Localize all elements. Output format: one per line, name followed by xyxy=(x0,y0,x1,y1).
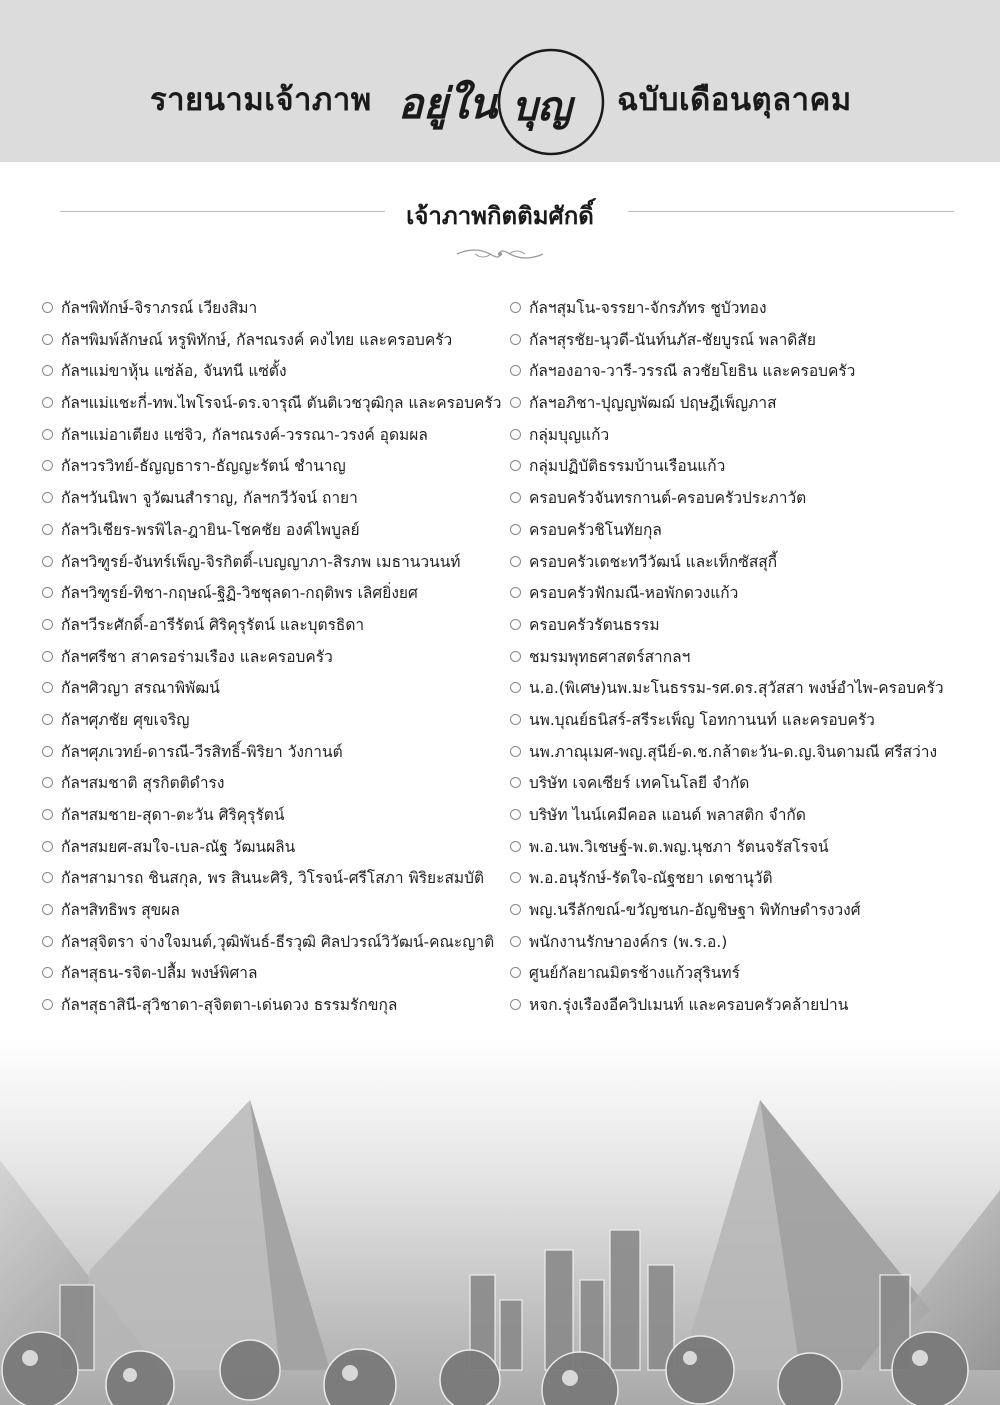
sponsor-list-item xyxy=(42,326,512,358)
sponsor-list-item xyxy=(42,357,512,389)
circle-bullet-icon xyxy=(510,967,521,978)
sponsor-list-item xyxy=(510,769,990,801)
sponsor-list-item xyxy=(42,769,512,801)
sponsor-list-item xyxy=(42,706,512,738)
sponsor-name: กัลฯวิฑูรย์-ทิชา-กฤษณ์-ฐิฏิ-วิชชุลดา-กฤติพร เลิศยิ่งยศ xyxy=(61,584,418,603)
circle-bullet-icon xyxy=(42,841,53,852)
sponsor-name: กัลฯองอาจ-วารี-วรรณี ลวชัยโยธิน และครอบครัว xyxy=(529,362,856,381)
sponsor-name: กัลฯแม่แชะกี่-ทพ.ไพโรจน์-ดร.จารุณี ตันติเวชวุฒิกุล และครอบครัว xyxy=(61,394,502,413)
flourish-ornament-icon xyxy=(455,244,545,264)
circle-bullet-icon xyxy=(510,524,521,535)
sponsor-name: บริษัท เจคเซียร์ เทคโนโลยี จำกัด xyxy=(529,774,750,793)
sponsor-list-item xyxy=(510,294,990,326)
sponsor-name: ศูนย์กัลยาณมิตรช้างแก้วสุรินทร์ xyxy=(529,964,740,983)
sponsor-name: พนักงานรักษาองค์กร (พ.ร.อ.) xyxy=(529,932,728,951)
circle-bullet-icon xyxy=(510,492,521,503)
circle-bullet-icon xyxy=(510,556,521,567)
circle-bullet-icon xyxy=(42,429,53,440)
sponsor-name: กัลฯแม่ขาหุ้น แซ่ล้อ, จันทนี แซ่ตั้ง xyxy=(61,362,287,381)
sponsor-name: นพ.บุณย์ธนิสร์-สรีระเพ็ญ โอทกานนท์ และครอบครัว xyxy=(529,710,875,729)
circle-bullet-icon xyxy=(42,746,53,757)
sponsor-list-item xyxy=(510,833,990,865)
sponsor-name: กัลฯพิมพ์ลักษณ์ หรูพิทักษ์, กัลฯณรงค์ คงไทย และครอบครัว xyxy=(61,330,453,349)
sponsor-name: ครอบครัวจันทรกานต์-ครอบครัวประภาวัต xyxy=(529,489,807,508)
sponsor-list-item xyxy=(42,833,512,865)
sponsor-list-item xyxy=(510,516,990,548)
circle-bullet-icon xyxy=(510,999,521,1010)
circle-bullet-icon xyxy=(510,429,521,440)
sponsor-name: น.อ.(พิเศษ)นพ.มะโนธรรม-รศ.ดร.สุวัสสา พงษ์อำไพ-ครอบครัว xyxy=(529,679,944,698)
circle-bullet-icon xyxy=(42,809,53,820)
sponsor-name: กัลฯวรวิทย์-ธัญญธารา-ธัญญะรัตน์ ชำนาญ xyxy=(61,457,346,476)
circle-bullet-icon xyxy=(42,492,53,503)
circle-bullet-icon xyxy=(42,302,53,313)
circle-bullet-icon xyxy=(42,999,53,1010)
circle-bullet-icon xyxy=(42,936,53,947)
circle-bullet-icon xyxy=(42,397,53,408)
sponsor-list-item xyxy=(510,674,990,706)
sponsor-name: กัลฯพิทักษ์-จิราภรณ์ เวียงสิมา xyxy=(61,299,258,317)
sponsor-list-item xyxy=(42,294,512,326)
sponsor-list-item xyxy=(510,579,990,611)
sponsor-list-item xyxy=(510,738,990,770)
sponsor-name: หจก.รุ่งเรืองอีควิปเมนท์ และครอบครัวคล้ายปาน xyxy=(529,996,849,1015)
sponsor-name: กัลฯสุธาสินี-สุวิชาดา-สุจิตตา-เด่นดวง ธรรมรักขกุล xyxy=(61,996,398,1015)
sponsor-name: กัลฯวีระศักดิ์-อารีรัตน์ ศิริคุรุรัตน์ และบุตรธิดา xyxy=(61,615,365,634)
sponsor-list-item xyxy=(42,548,512,580)
sponsor-list-item xyxy=(510,452,990,484)
circle-bullet-icon xyxy=(510,302,521,313)
sponsor-list-item xyxy=(510,928,990,960)
svg-text:บุญ: บุญ xyxy=(512,83,572,130)
circle-bullet-icon xyxy=(510,397,521,408)
circle-bullet-icon xyxy=(42,967,53,978)
sponsor-name: พ.อ.นพ.วิเชษฐ์-พ.ต.พญ.นุชภา รัตนจรัสโรจน์ xyxy=(529,837,829,856)
sponsor-list-item xyxy=(42,484,512,516)
sponsor-list-item xyxy=(510,484,990,516)
sponsor-name: กัลฯสุธน-รจิต-ปลื้ม พงษ์พิศาล xyxy=(61,964,258,983)
circle-bullet-icon xyxy=(510,651,521,662)
header-title-right: ฉบับเดือนตุลาคม xyxy=(617,82,852,118)
sponsor-name: กลุ่มปฏิบัติธรรมบ้านเรือนแก้ว xyxy=(529,457,726,476)
sponsor-list-item xyxy=(42,864,512,896)
circle-bullet-icon xyxy=(42,777,53,788)
circle-bullet-icon xyxy=(42,682,53,693)
sponsor-list-item xyxy=(42,611,512,643)
svg-text:อยู่ใน: อยู่ใน xyxy=(398,79,498,128)
sponsor-list-item xyxy=(42,389,512,421)
sponsor-name: กัลฯสามารถ ชินสกุล, พร สินนะศิริ, วิโรจน์-ศรีโสภา พิริยะสมบัติ xyxy=(61,869,485,888)
sponsor-name: กัลฯศิวญา สรณาพิพัฒน์ xyxy=(61,679,220,698)
divider-right xyxy=(628,211,954,212)
header-title-left: รายนามเจ้าภาพ xyxy=(150,82,372,118)
circle-bullet-icon xyxy=(510,872,521,883)
circle-bullet-icon xyxy=(42,556,53,567)
circle-bullet-icon xyxy=(42,619,53,630)
sponsor-name: กัลฯสุมโน-จรรยา-จักรภัทร ชูบัวทอง xyxy=(529,299,767,317)
sponsor-list-item xyxy=(510,991,990,1023)
sponsor-list-item xyxy=(510,896,990,928)
sponsor-name: พ.อ.อนุรักษ์-รัดใจ-ณัฐชยา เดชานุวัติ xyxy=(529,869,773,888)
sponsor-name: ครอบครัวเตชะทวีวัฒน์ และเท็กซัสสุกี้ xyxy=(529,552,778,571)
circle-bullet-icon xyxy=(510,682,521,693)
circle-bullet-icon xyxy=(42,587,53,598)
ayunaibun-logo xyxy=(386,44,616,160)
circle-bullet-icon xyxy=(42,872,53,883)
sponsor-list-item xyxy=(42,959,512,991)
sponsor-name: กัลฯสมชาติ สุรกิตติดำรง xyxy=(61,774,225,793)
sponsor-name: กัลฯแม่อาเตียง แซ่จิว, กัลฯณรงค์-วรรณา-วรงค์ อุดมผล xyxy=(61,425,428,444)
sponsor-list-item xyxy=(42,991,512,1023)
sponsor-name: กัลฯวิเชียร-พรพิไล-ฎายิน-โชคชัย องค์ไพบูลย์ xyxy=(61,520,360,539)
sponsor-name: กัลฯวันนิพา จูวัฒนสำราญ, กัลฯกวีวัจน์ ถายา xyxy=(61,489,358,508)
sponsor-list-item xyxy=(510,389,990,421)
circle-bullet-icon xyxy=(42,651,53,662)
sponsor-name: ครอบครัวฟักมณี-หอพักดวงแก้ว xyxy=(529,584,739,603)
circle-bullet-icon xyxy=(510,619,521,630)
circle-bullet-icon xyxy=(510,587,521,598)
sponsor-list-item xyxy=(510,326,990,358)
section-title: เจ้าภาพกิตติมศักดิ์ xyxy=(406,202,594,230)
sponsor-name: กัลฯสมชาย-สุดา-ตะวัน ศิริคุรุรัตน์ xyxy=(61,806,285,824)
circle-bullet-icon xyxy=(510,714,521,725)
circle-bullet-icon xyxy=(42,334,53,345)
sponsor-list-item xyxy=(510,357,990,389)
circle-bullet-icon xyxy=(510,809,521,820)
sponsor-name: กัลฯอภิชา-ปุญญพัฒฌ์ ปฤษฎีเพ็ญภาส xyxy=(529,394,777,413)
sponsor-name: กัลฯสุจิตรา จ่างใจมนต์,วุฒิพันธ์-ธีรวุฒิ ศิลปวรณ์วิวัฒน์-คณะญาติ xyxy=(61,932,495,951)
sponsor-list-item xyxy=(510,801,990,833)
sponsor-list-left xyxy=(42,294,512,1023)
circle-bullet-icon xyxy=(42,904,53,915)
sponsor-list-right xyxy=(510,294,990,1023)
sponsor-name: กัลฯสุรชัย-นุวดี-นันท์นภัส-ชัยบูรณ์ พลาดิสัย xyxy=(529,330,816,349)
sponsor-name: พญ.นรีลักขณ์-ขวัญชนก-อัญชิษฐา พิทักษดำรงวงศ์ xyxy=(529,901,861,920)
sponsor-name: ครอบครัวรัตนธรรม xyxy=(529,615,660,634)
sponsor-list-item xyxy=(510,421,990,453)
sponsor-list-item xyxy=(42,643,512,675)
circle-bullet-icon xyxy=(510,460,521,471)
sponsor-name: บริษัท ไนน์เคมีคอล แอนด์ พลาสติก จำกัด xyxy=(529,806,806,824)
sponsor-list-item xyxy=(42,421,512,453)
sponsor-list-item xyxy=(42,452,512,484)
sponsor-name: นพ.ภาณุเมศ-พญ.สุนีย์-ด.ช.กล้าตะวัน-ด.ญ.จินดามณี ศรีสว่าง xyxy=(529,742,938,761)
circle-bullet-icon xyxy=(42,714,53,725)
circle-bullet-icon xyxy=(510,841,521,852)
sponsor-list-item xyxy=(510,548,990,580)
sponsor-list-item xyxy=(42,738,512,770)
circle-bullet-icon xyxy=(510,365,521,376)
sponsor-name: กลุ่มบุญแก้ว xyxy=(529,425,610,444)
sponsor-name: กัลฯวิฑูรย์-จันทร์เพ็ญ-จิรกิตติ์-เบญญาภา-สิรภพ เมธานวนนท์ xyxy=(61,552,461,571)
circle-bullet-icon xyxy=(42,365,53,376)
sponsor-name: กัลฯสิทธิพร สุขผล xyxy=(61,901,180,920)
circle-bullet-icon xyxy=(510,334,521,345)
circle-bullet-icon xyxy=(42,460,53,471)
sponsor-list-item xyxy=(510,611,990,643)
sponsor-list-item xyxy=(510,706,990,738)
sponsor-list-item xyxy=(42,801,512,833)
circle-bullet-icon xyxy=(510,777,521,788)
sponsor-name: ครอบครัวชิโนทัยกุล xyxy=(529,520,662,539)
sponsor-name: กัลฯศุภชัย ศุขเจริญ xyxy=(61,710,190,729)
sponsor-list-item xyxy=(510,643,990,675)
sponsor-list-item xyxy=(510,864,990,896)
sponsor-name: ชมรมพุทธศาสตร์สากลฯ xyxy=(529,647,691,666)
sponsor-list-item xyxy=(42,674,512,706)
sponsor-list-item xyxy=(42,928,512,960)
crystal-decoration-image xyxy=(0,1040,1000,1405)
sponsor-name: กัลฯศรีชา สาครอร่ามเรือง และครอบครัว xyxy=(61,647,333,666)
sponsor-list-item xyxy=(42,896,512,928)
sponsor-name: กัลฯศุภเวทย์-ดารณี-วีรสิทธิ์-พิริยา วังกานต์ xyxy=(61,742,343,761)
circle-bullet-icon xyxy=(510,746,521,757)
sponsor-list-item xyxy=(510,959,990,991)
sponsor-name: กัลฯสมยศ-สมใจ-เบล-ณัฐ วัฒนผลิน xyxy=(61,837,296,856)
sponsor-list-item xyxy=(42,516,512,548)
circle-bullet-icon xyxy=(510,936,521,947)
circle-bullet-icon xyxy=(510,904,521,915)
sponsor-list-item xyxy=(42,579,512,611)
circle-bullet-icon xyxy=(42,524,53,535)
